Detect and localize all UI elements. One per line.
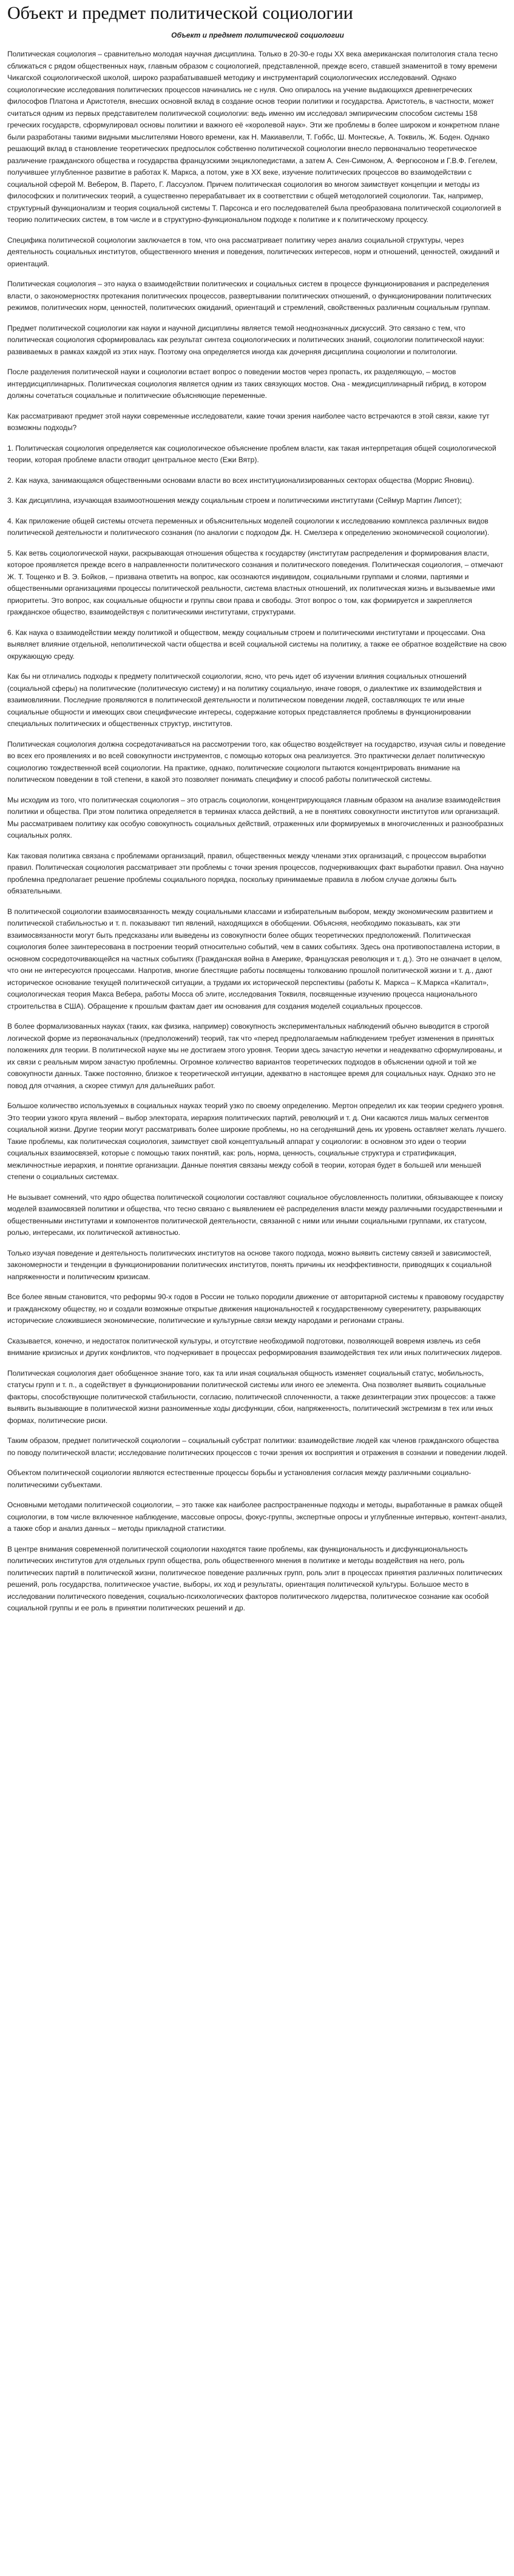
paragraph: Политическая социология – сравнительно молодая научная дисциплина. Только в 20-30-е годы XX века американская политология стала тесно сближаться с рядом общественных наук, главным образом с социологией, представленной, прежде всего, ставшей знаменитой в тому времени Чикагской социологической школой, широко разрабатывавшей методику и инструментарий социологических исследований. Однако социологические исследования политических процессов начинались не с нуля. Оно опиралось на учение выдающихся древнегреческих философов Платона и Аристотеля, внесших основной вклад в создание основ теории политики и государства. Аристотель, в частности, может считаться одним из первых представителем политической социологии: ведь именно им исследовал эмпирическим способом системы 158 греческих государств, сформулировал основы политики и важного её «королевой наук». Эти же проблемы в более широком и конкретном плане были разработаны такими видными мыслителями Нового времени, как Н. Макиавелли, Т. Гоббс, Ш. Монтескье, А. Токвиль, Ж. Боден. Однако решающий вклад в становление теоретических предпосылок собственно политической социологии внесло первоначально теоретическое различение гражданского общества и государства французскими энциклопедистами, а затем А. Сен-Симоном, А. Фергюсоном и Г.В.Ф. Гегелем, получившее углубленное развитие в работах К. Маркса, а потом, уже в XX веке, изучение политических процессов во взаимодействии с социальной сферой М. Вебером, В. Парето, Г. Лассуэлом. Причем политическая социология во многом заимствует концепции и методы из философских и политических теорий, а существенно перерабатывает их в соответствии с общей методологией социологии. Так, например, структурный функционализм и теория социальной системы Т. Парсонса и его последователей была преобразована политической социологией в теорию политических систем, в том числе и в структурно-функциональном подходе к политике и к политическому процессу. bbox=[7, 50, 501, 224]
paragraph: Объектом политической социологии являются естественные процессы борьбы и установления согласия между различными социально-политическими субъектами. bbox=[7, 1468, 472, 1489]
paragraph: В центре внимания современной политической социологии находятся такие проблемы, как функциональность и дисфункциональность политических институтов для отдельных групп общества, роль общественного мнения в политике и методы воздействия на него, роль политических партий в политической жизни, политическое поведение различных групп, роль элит в процессах принятия различных политических решений, роль государства, политическое участие, выборы, их ход и результаты, ориентация политической культуры. Большое место в исследовании политического поведения, социально-психологических факторов политического лидерства, политическое сознание как особой социальной группы и ее роль в принятии политических решений и др. bbox=[7, 1544, 502, 1612]
paragraph: Как бы ни отличались подходы к предмету политической социологии, ясно, что речь идет об изучении влияния социальных отношений (социальной сферы) на политические (политическую систему) и на политику социальную, иначе говоря, о диалектике их взаимодействия и взаимовлиянии. Последние проявляются в политической деятельности и политическом поведении людей, составляющих те или иные социальные общности и имеющих свои специфические интересы, содержание которых представляется проблемы в функционировании специальных политических и общественных структур, институтов. bbox=[7, 672, 482, 728]
paragraph: Предмет политической социологии как науки и научной дисциплины является темой неоднозначных дискуссий. Это связано с тем, что политическая социология сформировалась как результат синтеза социологических и политических знаний, социологии политической науки: развиваемых в рамках каждой из этих наук. Поэтому она определяется иногда как дочерняя дисциплина социологии и политологии. bbox=[7, 323, 484, 356]
paragraph: 1. Политическая социология определяется как социологическое объяснение проблем власти, как такая интерпретация общей социологической теории, которая проблеме власти отводит центральное место (Ежи Вятр). bbox=[7, 443, 496, 464]
paragraph: 4. Как приложение общей системы отсчета переменных и объяснительных моделей социологии к исследованию комплекса различных видов политической деятельности и политического сознания (по аналогии с подходом Дж. Н. Смелзера к определению экономической социологии). bbox=[7, 516, 490, 537]
paragraph: После разделения политической науки и социологии встает вопрос о поведении мостов через пропасть, их разделяющую, – мостов интердисциплинарных. Политическая социология является одним из таких связующих мостов. Она - междисциплинарный гибрид, в котором должны сочетаться социальные и политические объясняющие переменные. bbox=[7, 368, 487, 400]
paragraph: Политическая социология должна сосредотачиваться на рассмотрении того, как общество воздействует на государство, изучая силы и поведение во всех его проявлениях и во всей совокупности инструментов, с помощью которых она реализуется. Это практически делает политическую социологию тождественной всей социологии. На практике, однако, политические социологи пытаются концентрировать внимание на политическом поведении в той степени, в какой это позволяет понимать специфику и способ работы политической системы. bbox=[7, 739, 506, 784]
paragraph: Как рассматривают предмет этой науки современные исследователи, какие точки зрения наиболее часто встречаются в этой связи, какие тут возможны подходы? bbox=[7, 411, 490, 432]
paragraph: В более формализованных науках (таких, как физика, например) совокупность экспериментальных наблюдений обычно выводится в строгой логической форме из первоначальных (предположений) теорий, так что «перед предполагаемым наблюдением требует изменения в принятых положениях для теории. В политической науке мы не достигаем этого уровня. Теории здесь зачастую нечетки и неадекватно сформулированы, и их связи с реальным миром зачастую проблемны. Огромное количество вариантов теоретических подходов в объяснении одной и той же совокупности данных. Также постоянно, близкое к теоретической интуиции, адекватно в настоящее время для социальных наук. Однако это не повод для отчаяния, а скорее стимул для дальнейших работ. bbox=[7, 1022, 502, 1090]
paragraph: Сказывается, конечно, и недостаток политической культуры, и отсутствие необходимой подготовки, позволяющей вовремя извлечь из себя внимание кризисных и других конфликтов, что подчеркивает в процессах реформирования взаимодействия тех или иных политических лидеров. bbox=[7, 1336, 502, 1357]
paragraph: Большое количество используемых в социальных науках теорий узко по своему определению. Мертон определил их как теории среднего уровня. Это теории узкого круга явлений – выбор электората, иерархия политических партий, революций и т. д. Они касаются лишь малых сегментов социальной жизни. Другие теории могут рассматривать более широкие проблемы, но на сегодняшний день их уровень оставляет желать лучшего. Такие проблемы, как политическая социология, заимствует свой концептуальный аппарат у социологии: в основном это идеи о теории социальных взаимосвязей, которые с помощью таких понятий, как: роль, норма, ценность, социальные структура и стратификация, межличностные иерархия, и понятие организации. Данные понятия связаны между собой в теории, которая будет в большей или меньшей степени о социальных системах. bbox=[7, 1101, 507, 1181]
paragraph: Только изучая поведение и деятельность политических институтов на основе такого подхода, можно выявить систему связей и зависимостей, закономерности и тенденции в функционировании политических институтов, понять причины их неэффективности, приводящих к социальной напряженности и политическим кризисам. bbox=[7, 1248, 492, 1281]
paragraph: Как таковая политика связана с проблемами организаций, правил, общественных между членами этих организаций, с процессом выработки правил. Политическая социология рассматривает эти проблемы с точки зрения процессов, подчеркивающих факт выработки правил. Она научно проблемна предполагает решение проблемы социального порядка, поскольку принимаемые правила в любом случае должны быть обязательными. bbox=[7, 851, 504, 895]
page-title: Объект и предмет политической социологии bbox=[7, 3, 353, 23]
paragraph: 2. Как наука, занимающаяся общественными основами власти во всех институционализированных секторах общества (Моррис Яновиц). bbox=[7, 476, 475, 485]
paragraph: 3. Как дисциплина, изучающая взаимоотношения между социальным строем и политическими институтами (Сеймур Мартин Липсет); bbox=[7, 496, 462, 505]
article-subtitle: Объект и предмет политической социологии bbox=[171, 31, 344, 39]
paragraph: Мы исходим из того, что политическая социология – это отрасль социологии, концентрирующаяся главным образом на анализе взаимодействия политики и общества. При этом политика определяется в терминах класса действий, а не в понятиях совокупности институтов или организаций. Мы рассматриваем политику как особую совокупность социальных действий, отраженных или формируемых в многочисленных и разнообразных социальных ролях. bbox=[7, 795, 504, 839]
paragraph: В политической социологии взаимосвязанность между социальными классами и избирательным выбором, между экономическим развитием и политической стабильностью и т. п. показывают тип явлений, находящихся в обобщении. Объясняя, необходимо показывать, как эти взаимосвязанности могут быть предсказаны или выведены из совокупности более общих теоретических предположений. Политическая социология более заинтересована в построении теорий относительно событий, чем в самих событиях. Здесь она противопоставлена истории, в основном сосредоточивающейся на частных событиях (Гражданская война в Америке, Французская революция и т. д.). Это не означает в целом, что они не интересуются процессами. Напротив, многие блестящие работы посвящены толкованию прошлой политической жизни и т. д., дают историческое основание текущей политической ситуации, а трудами их исторической перспективы (работы К. Маркса – К.Маркса «Капитал», социологическая теория Макса Вебера, работы Мосса об элите, исследования Токвиля, посвященные изучению процесса национального строительства в США). Обращение к прошлым фактам дает им основания для создания моделей социальных процессов. bbox=[7, 907, 502, 1011]
paragraph: Таким образом, предмет политической социологии – социальный субстрат политики: взаимодействие людей как членов гражданского общества по поводу политической власти; исследование политических процессов с точки зрения их восприятия и отражения в сознании и поведении людей. bbox=[7, 1436, 508, 1457]
article-body bbox=[7, 49, 508, 1615]
paragraph: Основными методами политической социологии, – это также как наиболее распространенные подходы и методы, выработанные в рамках общей социологии, в том числе включенное наблюдение, массовые опросы, фокус-группы, экспертные опросы и углубленные интервью, контент-анализ, а также сбор и анализ данных – методы прикладной статистики. bbox=[7, 1501, 507, 1533]
paragraph: Специфика политической социологии заключается в том, что она рассматривает политику через анализ социальной структуры, через деятельность социальных институтов, общественного мнения и поведения, политических интересов, норм и отношений, ценностей, ожиданий и ориентаций. bbox=[7, 235, 499, 268]
paragraph: Политическая социология дает обобщенное знание того, как та или иная социальная общность изменяет социальный статус, мобильность, статусы групп и т. п., а содействует в функционировании политической системы или иного ее элемента. Она позволяет выявить социальные факторы, способствующие политической стабильности, согласию, политической сплоченности, а также дезинтеграции этих процессов: а также выявить вызывающие в политической жизни разноименные ходы дисфункции, сбои, напряженность, политический экстремизм в тех или иных формах, политические риски. bbox=[7, 1368, 496, 1425]
paragraph: Политическая социология – это наука о взаимодействии политических и социальных систем в процессе функционирования и распределения власти, о закономерностях протекания политических процессов, развертывании политических отношений, о функционировании политических режимов, политических норм, ценностей, политических ожиданий, ориентаций и стремлений, свойственных различным социальным группам. bbox=[7, 280, 492, 312]
paragraph: 5. Как ветвь социологической науки, раскрывающая отношения общества к государству (институтам распределения и формирования власти, которое проявляется прежде всего в направленности политического сознания и политического поведения. Политическая социология, – отмечают Ж. Т. Тощенко и В. Э. Бойков, – призвана ответить на вопрос, как осознаются индивидом, социальными группами и слоями, партиями и общественными организациями процессы политической реальности, система властных отношений, их политическая жизнь и вызываемые ими приоритеты. Это вопрос, как социальные общности и группы свои права и свободы. Этот вопрос о том, как формируется и закрепляется гражданское общество, взаимодействуя с политическими институтами, структурами. bbox=[7, 548, 504, 616]
paragraph: Не вызывает сомнений, что ядро общества политической социологии составляют социальное обусловленность политики, обязывающее к поиску моделей взаимосвязей политики и общества, что тесно связано с выявлением её распределения власти между различными государственными и общественными институтами и компонентов политической деятельности, связанной с ними или иными социальными группами, их статусом, ролью, интересами, их политической активностью. bbox=[7, 1192, 503, 1237]
paragraph: Все более явным становится, что реформы 90-х годов в России не только породили движение от авторитарной системы к правовому государству и гражданскому обществу, но и создали возможные открытые движения национальностей к государственному суверенитету, разрывающих исторические сложившиеся экономические, политические и культурные связи между народами и регионами страны. bbox=[7, 1293, 504, 1325]
paragraph: 6. Как наука о взаимодействии между политикой и обществом, между социальным строем и политическими институтами и процессами. Она выявляет влияние отдельной, неполитической части общества и всей социальной системы на политику, а также ее обратное воздействие на свою окружающую среду. bbox=[7, 628, 507, 661]
